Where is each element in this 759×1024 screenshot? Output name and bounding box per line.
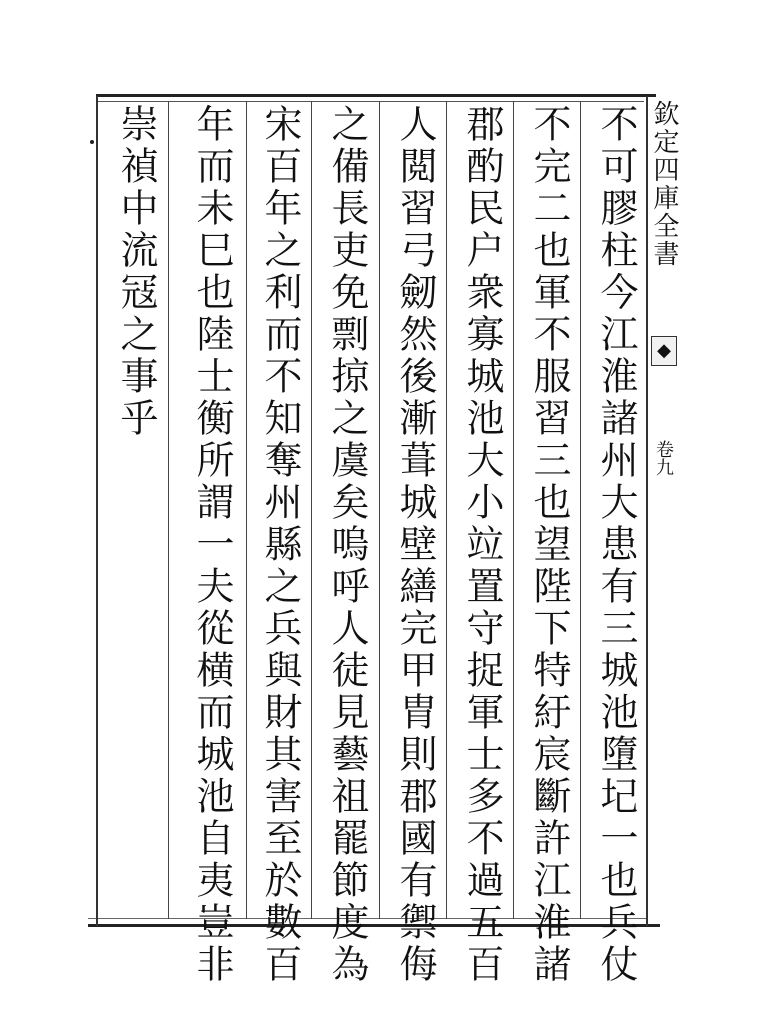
- frame-top-inner-border: [96, 101, 644, 102]
- column-rule: [446, 101, 447, 919]
- book-title: 欽定四庫全書: [649, 100, 679, 268]
- text-column-8: 崇禎中流冦之事乎: [114, 104, 158, 440]
- column-rule: [168, 101, 169, 919]
- frame-left-border: [96, 96, 98, 926]
- text-column-1: 不可膠柱今江淮諸州大患有三城池墮圮一也兵仗: [594, 104, 638, 986]
- column-rule: [513, 101, 514, 919]
- text-column-7: 年而未巳也陸士衡所謂一夫從横而城池自夷豈非: [190, 104, 234, 986]
- column-rule: [311, 101, 312, 919]
- column-rule: [246, 101, 247, 919]
- volume-label: 卷九: [653, 440, 674, 476]
- text-column-6: 宋百年之利而不知奪州縣之兵與財其害至於數百: [258, 104, 302, 986]
- text-column-4: 人閲習弓劒然後漸葺城壁繕完甲胄則郡國有禦侮: [393, 104, 437, 986]
- margin-dot: [90, 140, 94, 144]
- fishtail-icon: ◆: [657, 340, 671, 361]
- text-column-2: 不完二也軍不服習三也望陛下特紆宸斷許江淮諸: [527, 104, 571, 986]
- fishtail-mark: [651, 336, 677, 366]
- column-rule: [580, 101, 581, 919]
- text-column-5: 之備長吏免剽掠之虞矣嗚呼人徒見藝祖罷節度為: [325, 104, 369, 986]
- frame-top-border: [96, 94, 656, 97]
- text-column-3: 郡酌民户衆寡城池大小竝置守捉軍士多不過五百: [460, 104, 504, 986]
- column-rule: [379, 101, 380, 919]
